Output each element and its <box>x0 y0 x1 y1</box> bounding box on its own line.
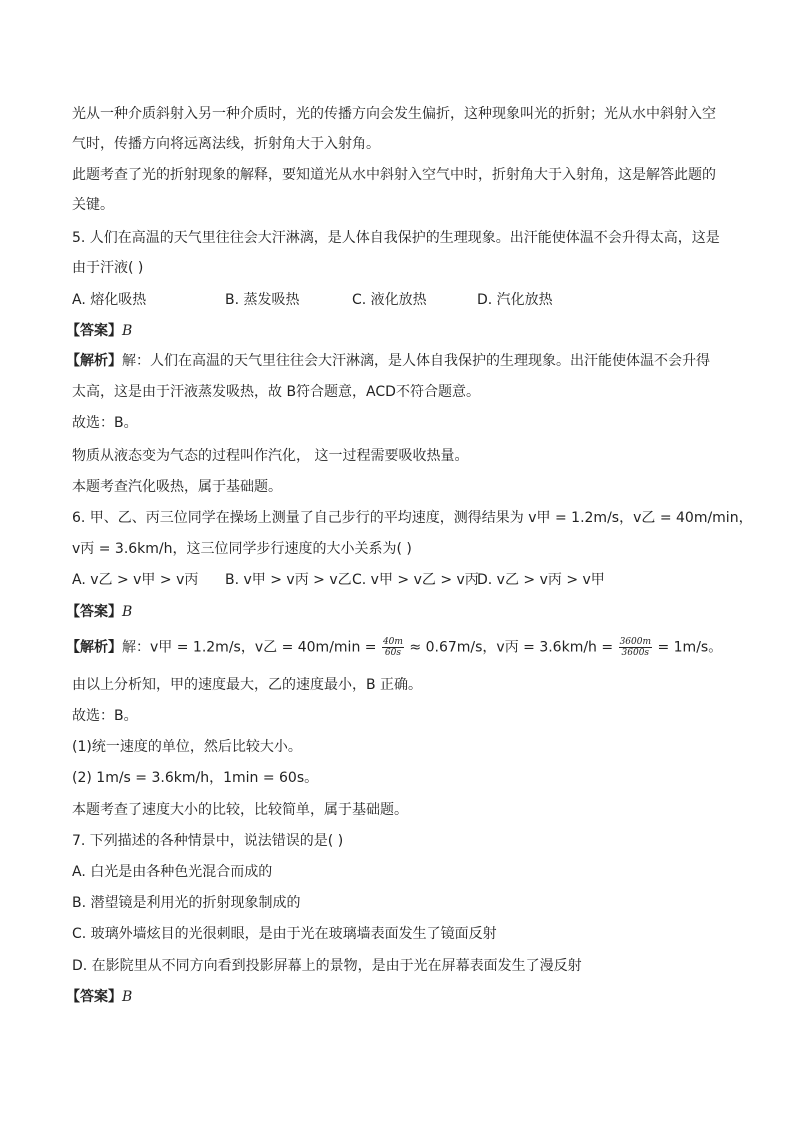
fraction-denominator: 3600s <box>621 648 650 658</box>
answer-value: B <box>122 604 133 620</box>
answer-tag: 【答案】 <box>66 989 122 1005</box>
answer-tag: 【答案】 <box>66 604 122 620</box>
option-b: B. v甲 > v丙 > v乙 <box>225 572 352 588</box>
analysis-tag: 【解析】 <box>66 639 122 656</box>
fraction <box>619 637 652 658</box>
option-c: C. v甲 > v乙 > v丙 <box>352 572 479 588</box>
option-b: B. 潜望镜是利用光的折射现象制成的 <box>72 895 301 911</box>
option-a: A. v乙 > v甲 > v丙 <box>72 572 199 588</box>
answer-line <box>66 987 132 1007</box>
answer-line <box>66 602 132 622</box>
text-line: 气时，传播方向将远离法线，折射角大于入射角。 <box>72 136 380 152</box>
question-7-stem: 7. 下列描述的各种情景中，说法错误的是( ) <box>72 833 344 849</box>
question-6-stem-cont: v丙 = 3.6km/h，这三位同学步行速度的大小关系为( ) <box>72 541 412 557</box>
text-line: 关键。 <box>72 197 114 213</box>
answer-value: B <box>122 323 133 339</box>
answer-line <box>66 321 132 341</box>
option-b: B. 蒸发吸热 <box>225 292 300 308</box>
option-a: A. 熔化吸热 <box>72 292 147 308</box>
fraction-denominator: 60s <box>384 648 401 658</box>
option-d: D. 汽化放热 <box>477 292 553 308</box>
analysis-text: ≈ 0.67m/s，v丙 = 3.6km/h = <box>409 639 614 656</box>
fraction-numerator: 40m <box>382 637 403 647</box>
question-6-stem: 6. 甲、乙、丙三位同学在操场上测量了自己步行的平均速度，测得结果为 v甲 = 1.2m/s，v乙 = 40m/min， <box>72 510 753 526</box>
analysis-line <box>66 637 722 658</box>
analysis-text: = 1m/s。 <box>657 639 723 656</box>
fraction-numerator: 3600m <box>619 637 652 647</box>
question-5-options <box>72 290 722 310</box>
text-line: 物质从液态变为气态的过程叫作汽化， 这一过程需要吸收热量。 <box>72 448 469 464</box>
text-line: 本题考查汽化吸热，属于基础题。 <box>72 479 282 495</box>
option-a: A. 白光是由各种色光混合而成的 <box>72 864 273 880</box>
text-line: 故选：B。 <box>72 415 138 431</box>
option-d: D. v乙 > v丙 > v甲 <box>477 572 605 588</box>
option-d: D. 在影院里从不同方向看到投影屏幕上的景物，是由于光在屏幕表面发生了漫反射 <box>72 958 582 974</box>
option-c: C. 玻璃外墙炫目的光很刺眼，是由于光在玻璃墙表面发生了镜面反射 <box>72 926 497 942</box>
text-line: 太高，这是由于汗液蒸发吸热，故 B符合题意，ACD不符合题意。 <box>72 384 480 400</box>
text-line: 故选：B。 <box>72 708 138 724</box>
fraction <box>382 637 404 658</box>
analysis-tag: 【解析】 <box>66 353 122 369</box>
text-line: 由以上分析知，甲的速度最大，乙的速度最小，B 正确。 <box>72 677 423 693</box>
option-c: C. 液化放热 <box>352 292 427 308</box>
question-5-stem-cont: 由于汗液( ) <box>72 260 144 276</box>
answer-tag: 【答案】 <box>66 323 122 339</box>
analysis-text: 解：v甲 = 1.2m/s，v乙 = 40m/min = <box>122 639 377 656</box>
text-line: 此题考查了光的折射现象的解释，要知道光从水中斜射入空气中时，折射角大于入射角，这是解答此题的 <box>72 167 716 183</box>
text-line: 光从一种介质斜射入另一种介质时，光的传播方向会发生偏折，这种现象叫光的折射；光从水中斜射入空 <box>72 106 716 122</box>
text-line: 本题考查了速度大小的比较，比较简单，属于基础题。 <box>72 802 408 818</box>
answer-value: B <box>122 989 133 1005</box>
text-line: (1)统一速度的单位，然后比较大小。 <box>72 739 302 755</box>
analysis-text: 解：人们在高温的天气里往往会大汗淋漓，是人体自我保护的生理现象。出汗能使体温不会升得 <box>122 353 710 369</box>
question-5-stem: 5. 人们在高温的天气里往往会大汗淋漓，是人体自我保护的生理现象。出汗能使体温不会升得太高，这是 <box>72 230 720 246</box>
text-line: (2) 1m/s = 3.6km/h，1min = 60s。 <box>72 770 319 786</box>
analysis-line <box>66 351 710 371</box>
question-6-options <box>72 570 722 590</box>
